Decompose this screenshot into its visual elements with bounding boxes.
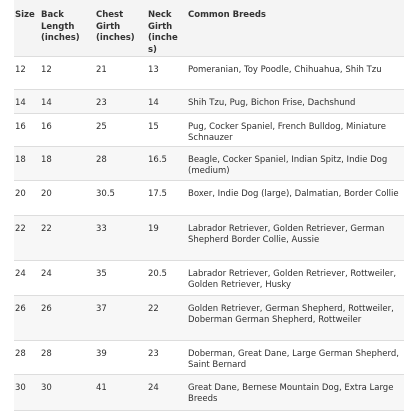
cell-neck-girth: 16.5: [148, 155, 167, 165]
table-header-row: [14, 0, 404, 57]
cell-back-length: 18: [41, 155, 52, 165]
cell-breeds: Shih Tzu, Pug, Bichon Frise, Dachshund: [188, 98, 356, 108]
cell-neck-girth: 20.5: [148, 269, 167, 279]
table-row: [14, 57, 404, 90]
cell-breeds: Labrador Retriever, Golden Retriever, Rottweiler, Golden Retriever, Husky: [188, 269, 397, 290]
cell-neck-girth: 22: [148, 304, 159, 314]
header-common-breeds: Common Breeds: [188, 10, 266, 20]
cell-breeds: Labrador Retriever, Golden Retriever, German Shepherd Border Collie, Aussie: [188, 224, 385, 245]
cell-size: 16: [15, 122, 26, 132]
cell-back-length: 26: [41, 304, 52, 314]
cell-neck-girth: 24: [148, 383, 159, 393]
cell-size: 14: [15, 98, 26, 108]
table-bottom-border: [14, 410, 404, 411]
table-row: [14, 90, 404, 114]
cell-chest-girth: 21: [96, 65, 107, 75]
cell-breeds: Doberman, Great Dane, Large German Shepherd, Saint Bernard: [188, 349, 399, 370]
header-neck-girth: Neck Girth (inches): [148, 10, 178, 55]
cell-back-length: 16: [41, 122, 52, 132]
table-row: [14, 341, 404, 375]
cell-breeds: Pomeranian, Toy Poodle, Chihuahua, Shih Tzu: [188, 65, 382, 75]
cell-size: 22: [15, 224, 26, 234]
cell-back-length: 12: [41, 65, 52, 75]
cell-back-length: 14: [41, 98, 52, 108]
cell-chest-girth: 23: [96, 98, 107, 108]
cell-chest-girth: 25: [96, 122, 107, 132]
cell-chest-girth: 39: [96, 349, 107, 359]
cell-neck-girth: 17.5: [148, 189, 167, 199]
cell-chest-girth: 37: [96, 304, 107, 314]
table-row: [14, 147, 404, 181]
cell-size: 12: [15, 65, 26, 75]
cell-size: 26: [15, 304, 26, 314]
table-row: [14, 296, 404, 341]
cell-breeds: Great Dane, Bernese Mountain Dog, Extra Large Breeds: [188, 383, 394, 404]
cell-size: 18: [15, 155, 26, 165]
size-chart-table: [14, 0, 404, 411]
table-row: [14, 181, 404, 216]
cell-size: 24: [15, 269, 26, 279]
cell-chest-girth: 41: [96, 383, 107, 393]
cell-back-length: 24: [41, 269, 52, 279]
header-size: Size: [15, 10, 35, 20]
cell-breeds: Beagle, Cocker Spaniel, Indian Spitz, Indie Dog (medium): [188, 155, 388, 176]
header-chest-girth: Chest Girth (inches): [96, 10, 135, 43]
cell-neck-girth: 23: [148, 349, 159, 359]
cell-neck-girth: 19: [148, 224, 159, 234]
cell-neck-girth: 14: [148, 98, 159, 108]
cell-size: 28: [15, 349, 26, 359]
cell-chest-girth: 33: [96, 224, 107, 234]
cell-breeds: Golden Retriever, German Shepherd, Rottweiler, Doberman German Shepherd, Rottweiler: [188, 304, 394, 325]
cell-chest-girth: 30.5: [96, 189, 115, 199]
cell-chest-girth: 35: [96, 269, 107, 279]
cell-size: 30: [15, 383, 26, 393]
cell-back-length: 30: [41, 383, 52, 393]
table-row: [14, 216, 404, 261]
cell-neck-girth: 15: [148, 122, 159, 132]
cell-back-length: 22: [41, 224, 52, 234]
cell-breeds: Boxer, Indie Dog (large), Dalmatian, Border Collie: [188, 189, 399, 199]
cell-breeds: Pug, Cocker Spaniel, French Bulldog, Miniature Schnauzer: [188, 122, 386, 143]
cell-back-length: 28: [41, 349, 52, 359]
cell-size: 20: [15, 189, 26, 199]
table-row: [14, 375, 404, 411]
cell-chest-girth: 28: [96, 155, 107, 165]
header-back-length: Back Length (inches): [41, 10, 80, 43]
cell-back-length: 20: [41, 189, 52, 199]
cell-neck-girth: 13: [148, 65, 159, 75]
table-row: [14, 114, 404, 147]
table-row: [14, 261, 404, 296]
